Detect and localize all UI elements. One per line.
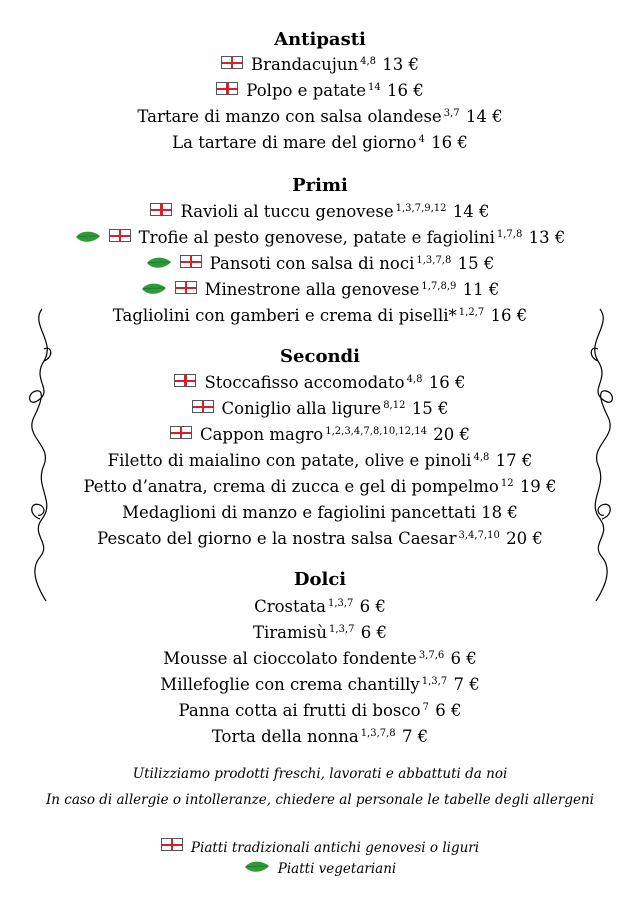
item-allergens: 4,8 [360,56,377,67]
menu-item [0,201,640,223]
genoa-flag-icon [170,426,192,439]
menu-item [0,450,640,472]
item-allergens: 3,7 [443,108,460,119]
item-allergens: 4,8 [473,452,490,463]
item-name: Mousse al cioccolato fondente [163,649,417,668]
item-price: 6 € [359,597,386,616]
menu-item [0,648,640,670]
legend-vegetarian-label: Piatti vegetariani [277,861,397,877]
item-price: 6 € [450,649,477,668]
menu-item [0,372,640,394]
item-name: Crostata [254,597,326,616]
section-title-antipasti: Antipasti [274,29,366,50]
item-price: 13 € [528,228,566,247]
item-price: 16 € [386,81,424,100]
item-price: 11 € [462,280,500,299]
menu-item [0,674,640,696]
basil-leaf-icon [141,282,167,296]
item-name: Panna cotta ai frutti di bosco [178,701,421,720]
menu-item [0,398,640,420]
item-name: Tartare di manzo con salsa olandese [137,107,442,126]
basil-leaf-icon [75,230,101,244]
item-allergens: 12 [500,478,514,489]
item-name: La tartare di mare del giorno [172,133,417,152]
item-allergens: 8,12 [383,400,406,411]
menu-item [0,726,640,748]
item-allergens: 1,7,8,9 [421,281,457,292]
item-name: Tiramisù [253,623,328,642]
item-allergens: 4,8 [406,374,423,385]
item-name: Trofie al pesto genovese, patate e fagiolini [138,228,495,247]
item-name: Filetto di maialino con patate, olive e pinoli [107,451,472,470]
item-price: 16 € [431,133,468,152]
item-allergens: 3,7,6 [418,650,445,661]
item-price: 6 € [360,623,387,642]
item-allergens: 1,2,7 [458,307,485,318]
item-price: 16 € [490,306,528,325]
genoa-flag-icon [150,203,172,216]
item-price: 20 € [433,425,471,444]
menu-item [0,80,640,102]
menu-item [0,279,640,301]
menu-item [0,132,640,154]
allergies-note: In caso di allergie o intolleranze, chiedere al personale le tabelle degli allergeni [45,792,595,808]
item-allergens: 1,3,7,8 [416,255,452,266]
genoa-flag-icon [221,56,243,69]
menu-item [0,622,640,644]
item-price: 14 € [465,107,503,126]
item-allergens: 14 [367,82,381,93]
item-price: 6 € [435,701,462,720]
section-title-primi: Primi [292,175,348,196]
item-name: Cappon magro [199,425,324,444]
item-name: Polpo e patate [246,81,366,100]
item-allergens: 1,3,7,9,12 [395,203,447,214]
item-price: 18 € [481,503,518,522]
legend-traditional-label: Piatti tradizionali antichi genovesi o liguri [190,840,480,856]
item-name: Ravioli al tuccu genovese [180,202,394,221]
item-name: Minestrone alla genovese [204,280,420,299]
item-allergens: 1,7,8 [496,229,523,240]
item-name: Millefoglie con crema chantilly [160,675,420,694]
menu-item [0,54,640,76]
item-name: Coniglio alla ligure [221,399,382,418]
menu-item [0,528,640,550]
item-name: Brandacujun [250,55,359,74]
basil-leaf-icon [244,860,270,874]
item-allergens: 1,3,7 [327,598,354,609]
item-allergens: 7 [422,702,429,713]
item-price: 13 € [382,55,420,74]
item-price: 20 € [506,529,543,548]
item-allergens: 1,3,7 [329,624,355,635]
genoa-flag-icon [161,838,183,851]
item-price: 14 € [452,202,490,221]
item-name: Petto d’anatra, crema di zucca e gel di pompelmo [83,477,499,496]
menu-item [0,305,640,327]
fresh-products-note: Utilizziamo prodotti freschi, lavorati e abbattuti da noi [132,766,508,782]
item-allergens: 3,4,7,10 [458,530,500,541]
genoa-flag-icon [175,281,197,294]
section-title-secondi: Secondi [280,346,360,367]
item-allergens: 1,3,7 [421,676,448,687]
item-price: 7 € [401,727,429,746]
item-price: 19 € [519,477,557,496]
menu-item [0,253,640,275]
genoa-flag-icon [174,374,196,387]
item-price: 15 € [411,399,449,418]
menu-item [0,424,640,446]
genoa-flag-icon [109,229,131,242]
menu-item [0,106,640,128]
item-name: Pansoti con salsa di noci [209,254,415,273]
genoa-flag-icon [192,400,214,413]
item-price: 17 € [495,451,533,470]
menu-item [0,227,640,249]
basil-leaf-icon [146,256,172,270]
menu-item [0,476,640,498]
item-price: 16 € [428,373,466,392]
legend-traditional [0,838,640,857]
item-name: Torta della nonna [211,727,359,746]
item-name: Pescato del giorno e la nostra salsa Caesar [97,529,457,548]
item-name: Stoccafisso accomodato [204,373,405,392]
item-allergens: 1,2,3,4,7,8,10,12,14 [325,426,428,437]
item-allergens: 1,3,7,8 [360,728,396,739]
genoa-flag-icon [180,255,202,268]
legend-vegetarian [0,860,640,878]
menu-item [0,596,640,618]
item-name: Tagliolini con gamberi e crema di piselli* [112,306,457,325]
item-allergens: 4 [418,134,425,145]
section-title-dolci: Dolci [293,569,347,590]
menu-item [0,502,640,524]
genoa-flag-icon [216,82,238,95]
item-price: 15 € [457,254,495,273]
item-price: 7 € [453,675,480,694]
menu-item [0,700,640,722]
item-name: Medaglioni di manzo e fagiolini pancettati [122,503,476,522]
